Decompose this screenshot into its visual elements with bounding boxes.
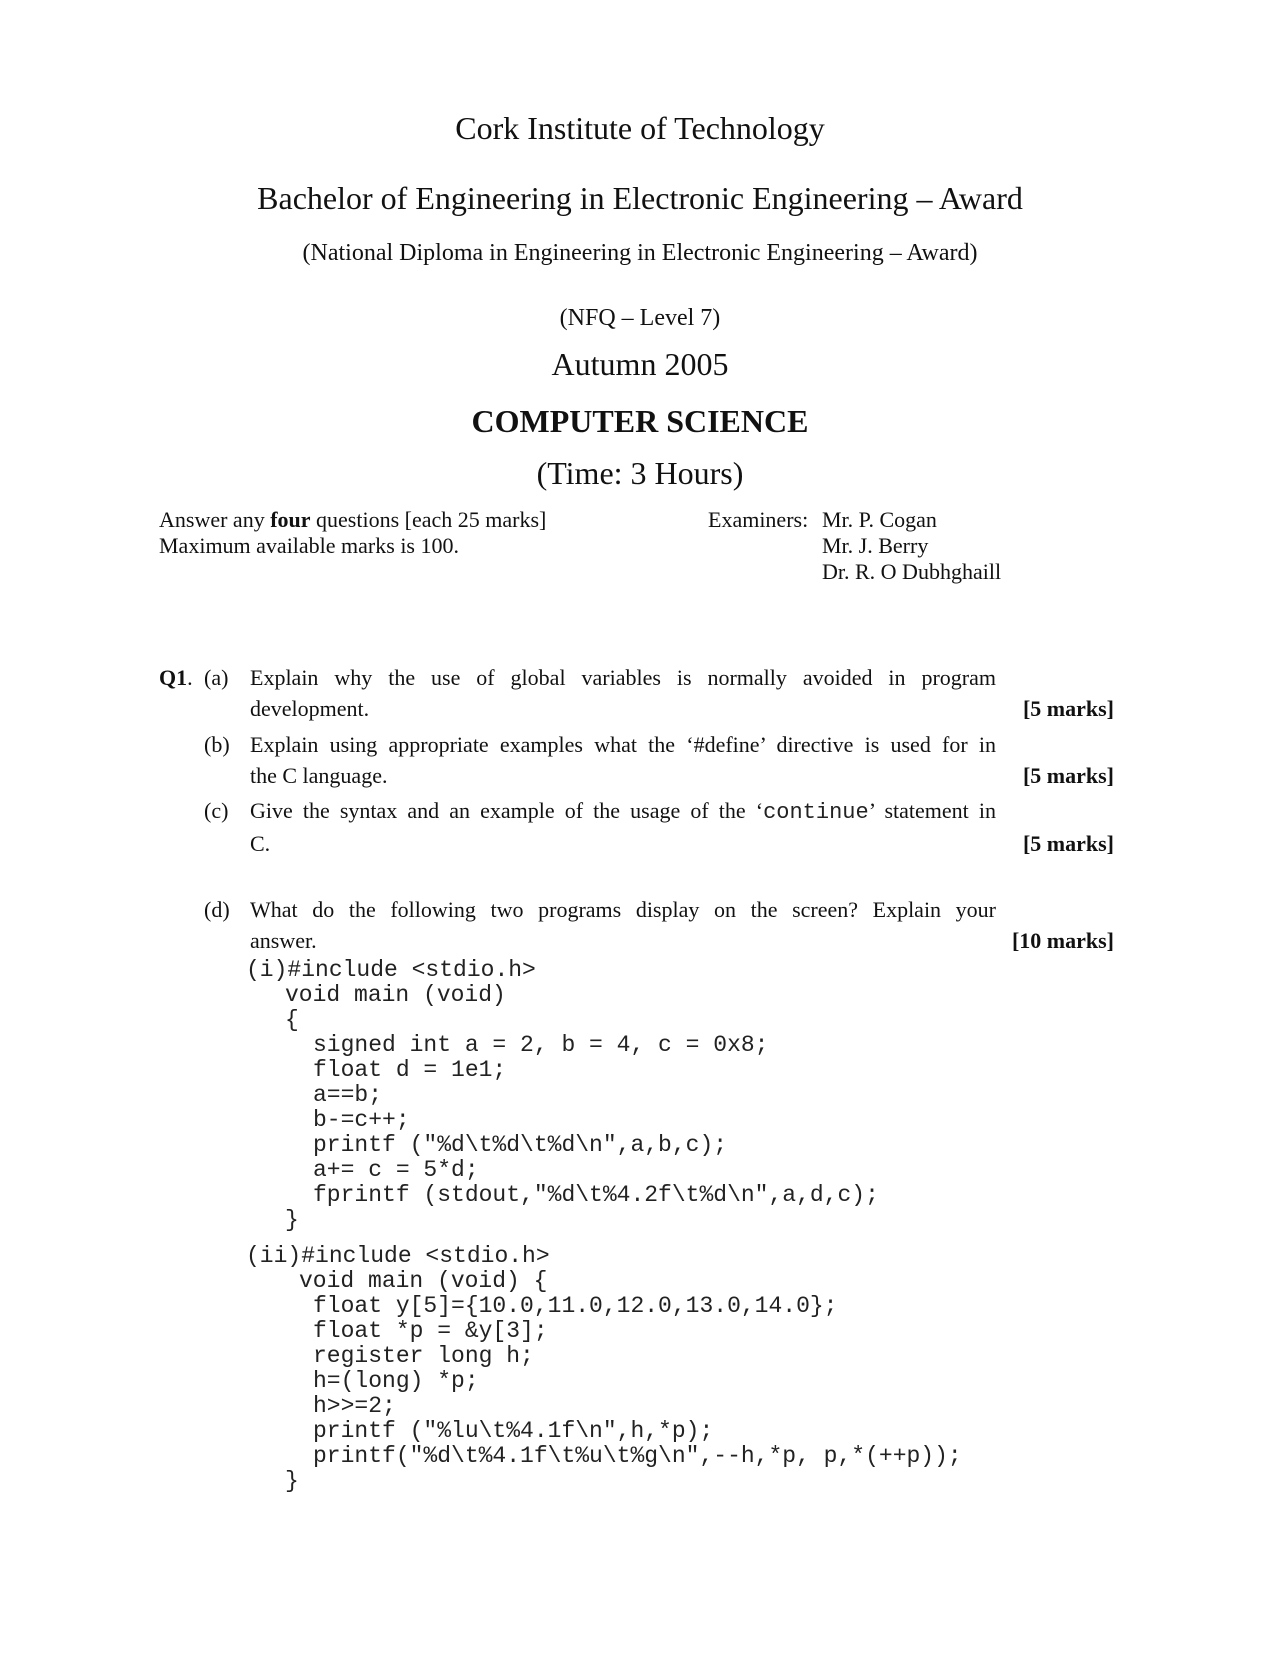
code-line: void main (void) {: [299, 1268, 548, 1294]
continue-keyword: continue: [763, 800, 869, 825]
exam-session: Autumn 2005: [551, 346, 729, 382]
code-line: printf ("%lu\t%4.1f\n",h,*p);: [313, 1418, 714, 1444]
part-a-text-line1: Explain why the use of global variables is normally avoided in program: [250, 665, 996, 690]
code-line: printf ("%d\t%d\t%d\n",a,b,c);: [313, 1132, 728, 1158]
code-line: b-=c++;: [313, 1107, 410, 1133]
part-c-marks: [5 marks]: [1022, 831, 1114, 856]
code-line: h=(long) *p;: [313, 1368, 479, 1394]
question-number: Q1: [159, 665, 188, 690]
part-a-text-line2: development.: [250, 696, 370, 721]
code-line: h>>=2;: [313, 1393, 396, 1419]
programme-title: Bachelor of Engineering in Electronic Engineering – Award: [257, 180, 1023, 216]
part-d-marks: [10 marks]: [1011, 928, 1114, 953]
subject-title: COMPUTER SCIENCE: [471, 403, 809, 439]
code-line: a+= c = 5*d;: [313, 1157, 479, 1183]
question-label: [159, 665, 193, 691]
diploma-subtitle: (National Diploma in Engineering in Electronic Engineering – Award): [302, 240, 978, 266]
part-d-text-line1: What do the following two programs display on the screen? Explain your: [250, 897, 996, 922]
institute-title: Cork Institute of Technology: [455, 110, 825, 146]
exam-duration: (Time: 3 Hours): [536, 455, 744, 491]
code-line: void main (void): [285, 982, 506, 1008]
code-line: float y[5]={10.0,11.0,12.0,13.0,14.0};: [313, 1293, 838, 1319]
code-line: (i)#include <stdio.h>: [246, 957, 536, 983]
part-c-text-prefix: Give the syntax and an example of the usage of the ‘: [250, 798, 764, 823]
code-line: float *p = &y[3];: [313, 1318, 548, 1344]
code-line: register long h;: [313, 1343, 534, 1369]
code-line: fprintf (stdout,"%d\t%4.2f\t%d\n",a,d,c);: [313, 1182, 879, 1208]
part-c-text-line1: [250, 798, 996, 825]
code-line: float d = 1e1;: [313, 1057, 507, 1083]
question-dot: .: [187, 665, 193, 690]
examiner-name: Mr. P. Cogan: [822, 507, 937, 532]
code-line: signed int a = 2, b = 4, c = 0x8;: [313, 1032, 769, 1058]
examiner-name: Dr. R. O Dubhghaill: [822, 559, 1002, 584]
code-line: (ii)#include <stdio.h>: [246, 1243, 550, 1269]
code-line: }: [285, 1468, 299, 1494]
code-line: }: [285, 1207, 299, 1233]
part-d-text-line2: answer.: [250, 928, 317, 953]
answer-count: four: [270, 507, 311, 532]
part-label-d: (d): [204, 897, 230, 922]
part-c-text-line2: C.: [250, 831, 271, 856]
part-b-text-line1: Explain using appropriate examples what the ‘#define’ directive is used for in: [250, 732, 996, 757]
examiners-label: Examiners:: [708, 507, 809, 532]
code-line: a==b;: [313, 1082, 383, 1108]
answer-suffix: questions [each 25 marks]: [310, 507, 547, 532]
part-b-marks: [5 marks]: [1022, 763, 1114, 788]
part-label-a: (a): [204, 665, 229, 690]
part-b-text-line2: the C language.: [250, 763, 388, 788]
part-c-text-suffix: ’ statement in: [868, 798, 996, 823]
max-marks-note: Maximum available marks is 100.: [159, 533, 459, 558]
part-label-c: (c): [204, 798, 229, 823]
answer-instruction: [159, 507, 546, 533]
nfq-level: (NFQ – Level 7): [559, 305, 721, 331]
code-line: {: [285, 1007, 299, 1033]
answer-prefix: Answer any: [159, 507, 271, 532]
examiner-name: Mr. J. Berry: [822, 533, 929, 558]
part-label-b: (b): [204, 732, 230, 757]
code-line: printf("%d\t%4.1f\t%u\t%g\n",--h,*p, p,*(++p));: [313, 1443, 962, 1469]
part-a-marks: [5 marks]: [1022, 696, 1114, 721]
